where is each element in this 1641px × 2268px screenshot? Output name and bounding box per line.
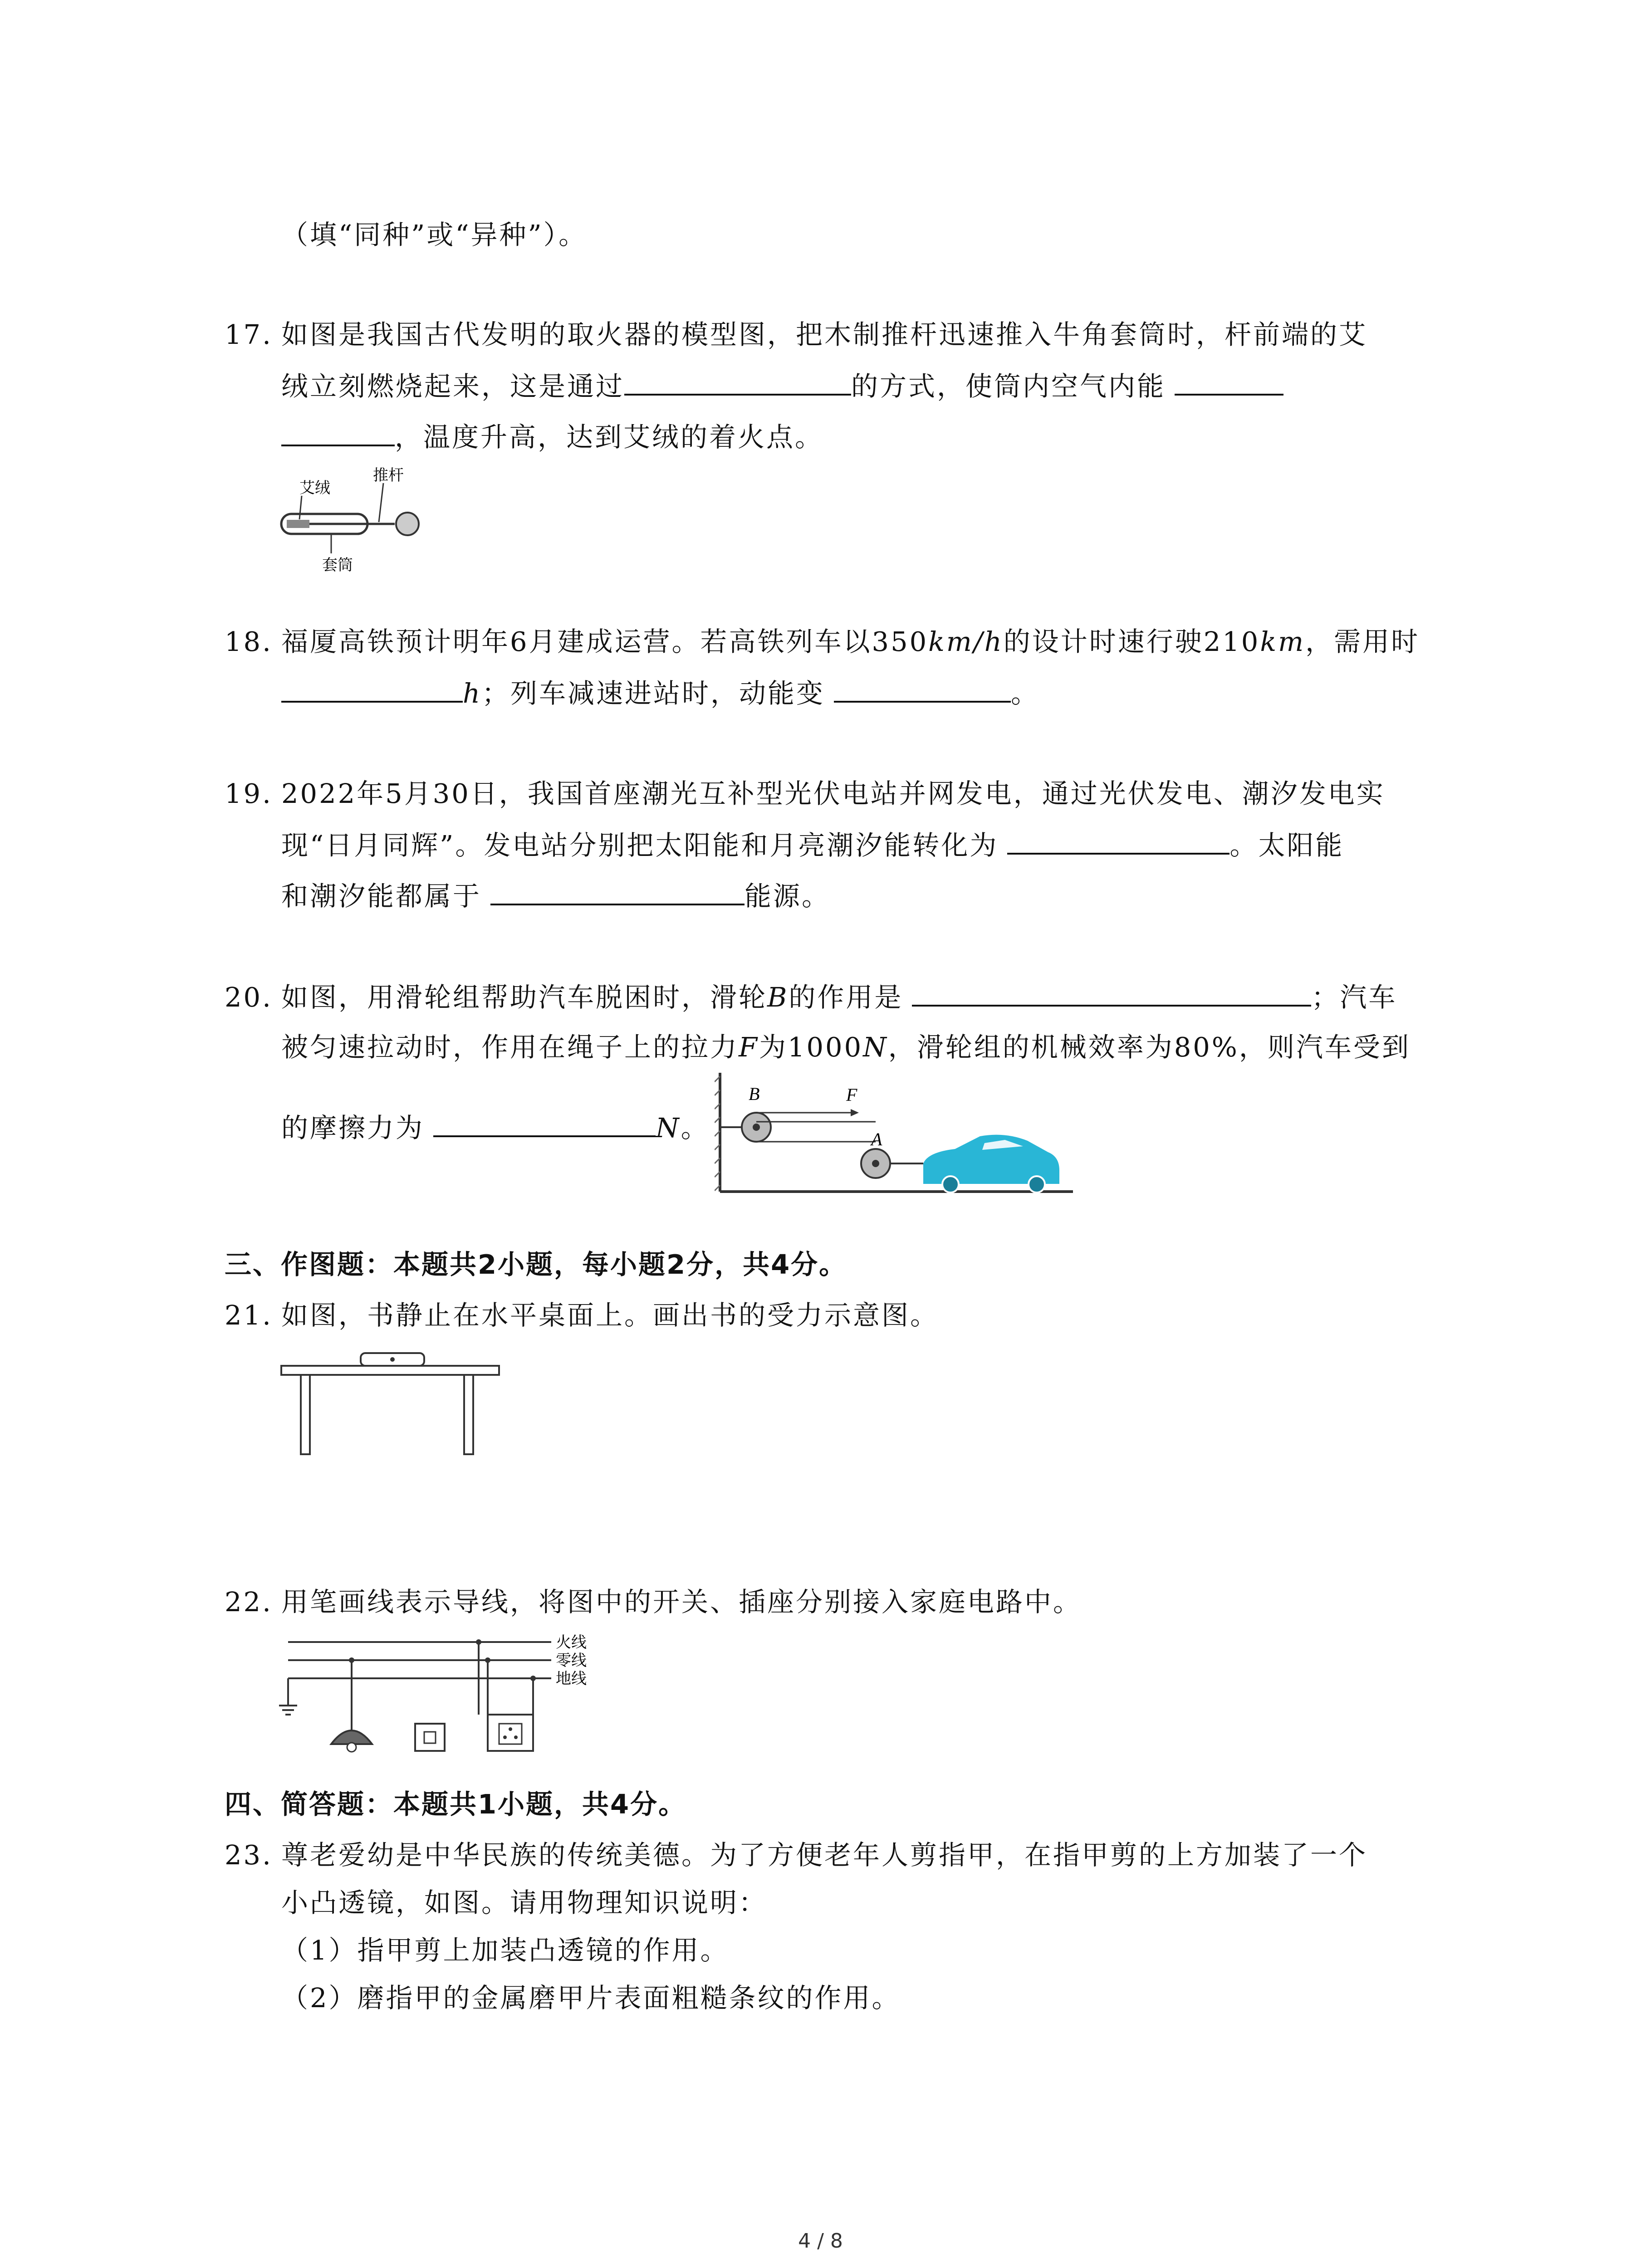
car-wheel [942, 1176, 959, 1193]
question-number: 17. [225, 319, 273, 350]
section-4-heading: 四、简答题：本题共1小题，共4分。 [225, 1789, 687, 1820]
q23-line4: （2）磨指甲的金属磨甲片表面粗糙条纹的作用。 [281, 1982, 901, 2014]
question-number: 22. [225, 1586, 273, 1618]
label-neutral: 零线 [556, 1652, 587, 1670]
label-leader [299, 496, 302, 519]
question-text: 。 [1011, 678, 1040, 709]
question-text: 绒立刻燃烧起来，这是通过 [281, 371, 625, 402]
fire-piston-figure [277, 460, 431, 574]
label-live: 火线 [556, 1633, 587, 1652]
q18-line2 [281, 675, 1039, 712]
unit-distance: km [1260, 626, 1306, 657]
unit-newton: N [863, 1031, 888, 1063]
book-table-figure [279, 1349, 506, 1458]
question-text: 能源。 [745, 880, 831, 912]
question-text: 福厦高铁预计明年6月建成运营。若高铁列车以350 [281, 626, 929, 657]
table-leg [301, 1375, 310, 1454]
question-text: ；列车减速进站时，动能变 [482, 678, 825, 709]
question-number: 23. [225, 1839, 273, 1871]
unit-speed: km/h [928, 626, 1004, 657]
page-number: 4 / 8 [798, 2229, 843, 2253]
answer-blank[interactable] [1175, 367, 1283, 396]
answer-blank[interactable] [281, 675, 463, 703]
socket-hole [514, 1735, 518, 1739]
q19-line3 [281, 877, 830, 914]
question-text: 如图，书静止在水平桌面上。画出书的受力示意图。 [281, 1300, 939, 1331]
question-text: 的摩擦力为 [281, 1112, 425, 1144]
q19-line2 [281, 826, 1344, 864]
answer-blank[interactable] [912, 978, 1311, 1007]
q20-line2 [281, 1029, 1411, 1066]
q17-line1 [225, 317, 1367, 353]
question-text: 被匀速拉动时，作用在绳子上的拉力 [281, 1031, 739, 1063]
question-text: 。 [681, 1112, 710, 1144]
force-arrow [851, 1109, 859, 1116]
question-text: ，需用时 [1305, 626, 1420, 657]
section-3-heading: 三、作图题：本题共2小题，每小题2分，共4分。 [225, 1249, 847, 1280]
socket-face [499, 1724, 522, 1744]
question-text: 2022年5月30日，我国首座潮光互补型光伏电站并网发电，通过光伏发电、潮汐发电实 [281, 778, 1385, 809]
answer-blank[interactable] [834, 675, 1011, 703]
pulley-car-figure [715, 1068, 1078, 1200]
answer-blank[interactable] [624, 367, 851, 396]
label-a: A [871, 1129, 882, 1149]
pulley-b-axle [753, 1124, 760, 1131]
var-b: B [767, 982, 789, 1013]
question-text: 的设计时速行驶210 [1003, 626, 1260, 657]
q17-line3 [281, 418, 823, 455]
moss-tinder [287, 520, 309, 528]
question-text: ，滑轮组的机械效率为80%，则汽车受到 [888, 1031, 1411, 1063]
unit-newton: N [656, 1112, 681, 1144]
answer-blank[interactable] [433, 1109, 656, 1137]
question-number: 21. [225, 1300, 273, 1331]
question-number: 19. [225, 778, 273, 809]
question-number: 18. [225, 626, 273, 657]
label-rod: 推杆 [373, 466, 404, 484]
question-text: 的方式，使筒内空气内能 [851, 371, 1166, 402]
q17-line2 [281, 367, 1283, 405]
q16-tail: （填“同种”或“异种”）。 [281, 219, 588, 250]
question-text: 为1000 [759, 1031, 863, 1063]
question-text: 和潮汐能都属于 [281, 880, 482, 912]
q22-line1 [225, 1584, 1082, 1620]
q21-line1 [225, 1297, 939, 1334]
q20-line1 [225, 978, 1397, 1016]
answer-blank[interactable] [490, 877, 745, 905]
question-text: 如图是我国古代发明的取火器的模型图，把木制推杆迅速推入牛角套筒时，杆前端的艾 [281, 319, 1368, 350]
rod-knob [396, 513, 419, 535]
question-text: 用笔画线表示导线，将图中的开关、插座分别接入家庭电路中。 [281, 1586, 1082, 1618]
question-text: 如图，用滑轮组帮助汽车脱困时，滑轮 [281, 982, 768, 1013]
socket-hole [503, 1735, 507, 1739]
label-b: B [749, 1084, 760, 1104]
q23-line3: （1）指甲剪上加装凸透镜的作用。 [281, 1935, 729, 1966]
answer-blank[interactable] [281, 418, 395, 446]
unit-hour: h [463, 678, 482, 709]
question-text: 的作用是 [789, 982, 903, 1013]
question-text: 现“日月同辉”。发电站分别把太阳能和月亮潮汐能转化为 [281, 830, 999, 861]
question-text: 。太阳能 [1230, 830, 1344, 861]
q23-line2: 小凸透镜，如图。请用物理知识说明： [281, 1887, 768, 1918]
label-leader [379, 483, 383, 522]
q18-line1 [225, 624, 1420, 660]
q19-line1 [225, 776, 1385, 812]
label-moss: 艾绒 [299, 479, 330, 497]
book-center-point [390, 1357, 395, 1362]
answer-blank[interactable] [1007, 826, 1230, 855]
question-number: 20. [225, 982, 273, 1013]
table-top [281, 1366, 499, 1375]
q20-line3 [281, 1109, 710, 1146]
car-wheel [1029, 1176, 1045, 1193]
household-circuit-figure [279, 1628, 606, 1765]
switch-button [424, 1732, 436, 1743]
var-f: F [739, 1031, 759, 1063]
table-leg [464, 1375, 473, 1454]
label-sleeve: 套筒 [322, 556, 353, 574]
question-text: 尊老爱幼是中华民族的传统美德。为了方便老年人剪指甲，在指甲剪的上方加装了一个 [281, 1839, 1368, 1871]
lamp-bulb [347, 1743, 356, 1752]
socket-hole [509, 1727, 512, 1731]
label-f: F [846, 1085, 857, 1105]
label-ground: 地线 [556, 1670, 587, 1688]
pulley-a-axle [872, 1160, 879, 1167]
question-text: ，温度升高，达到艾绒的着火点。 [395, 421, 824, 453]
q23-line1 [225, 1837, 1367, 1873]
question-text: ；汽车 [1311, 982, 1397, 1013]
